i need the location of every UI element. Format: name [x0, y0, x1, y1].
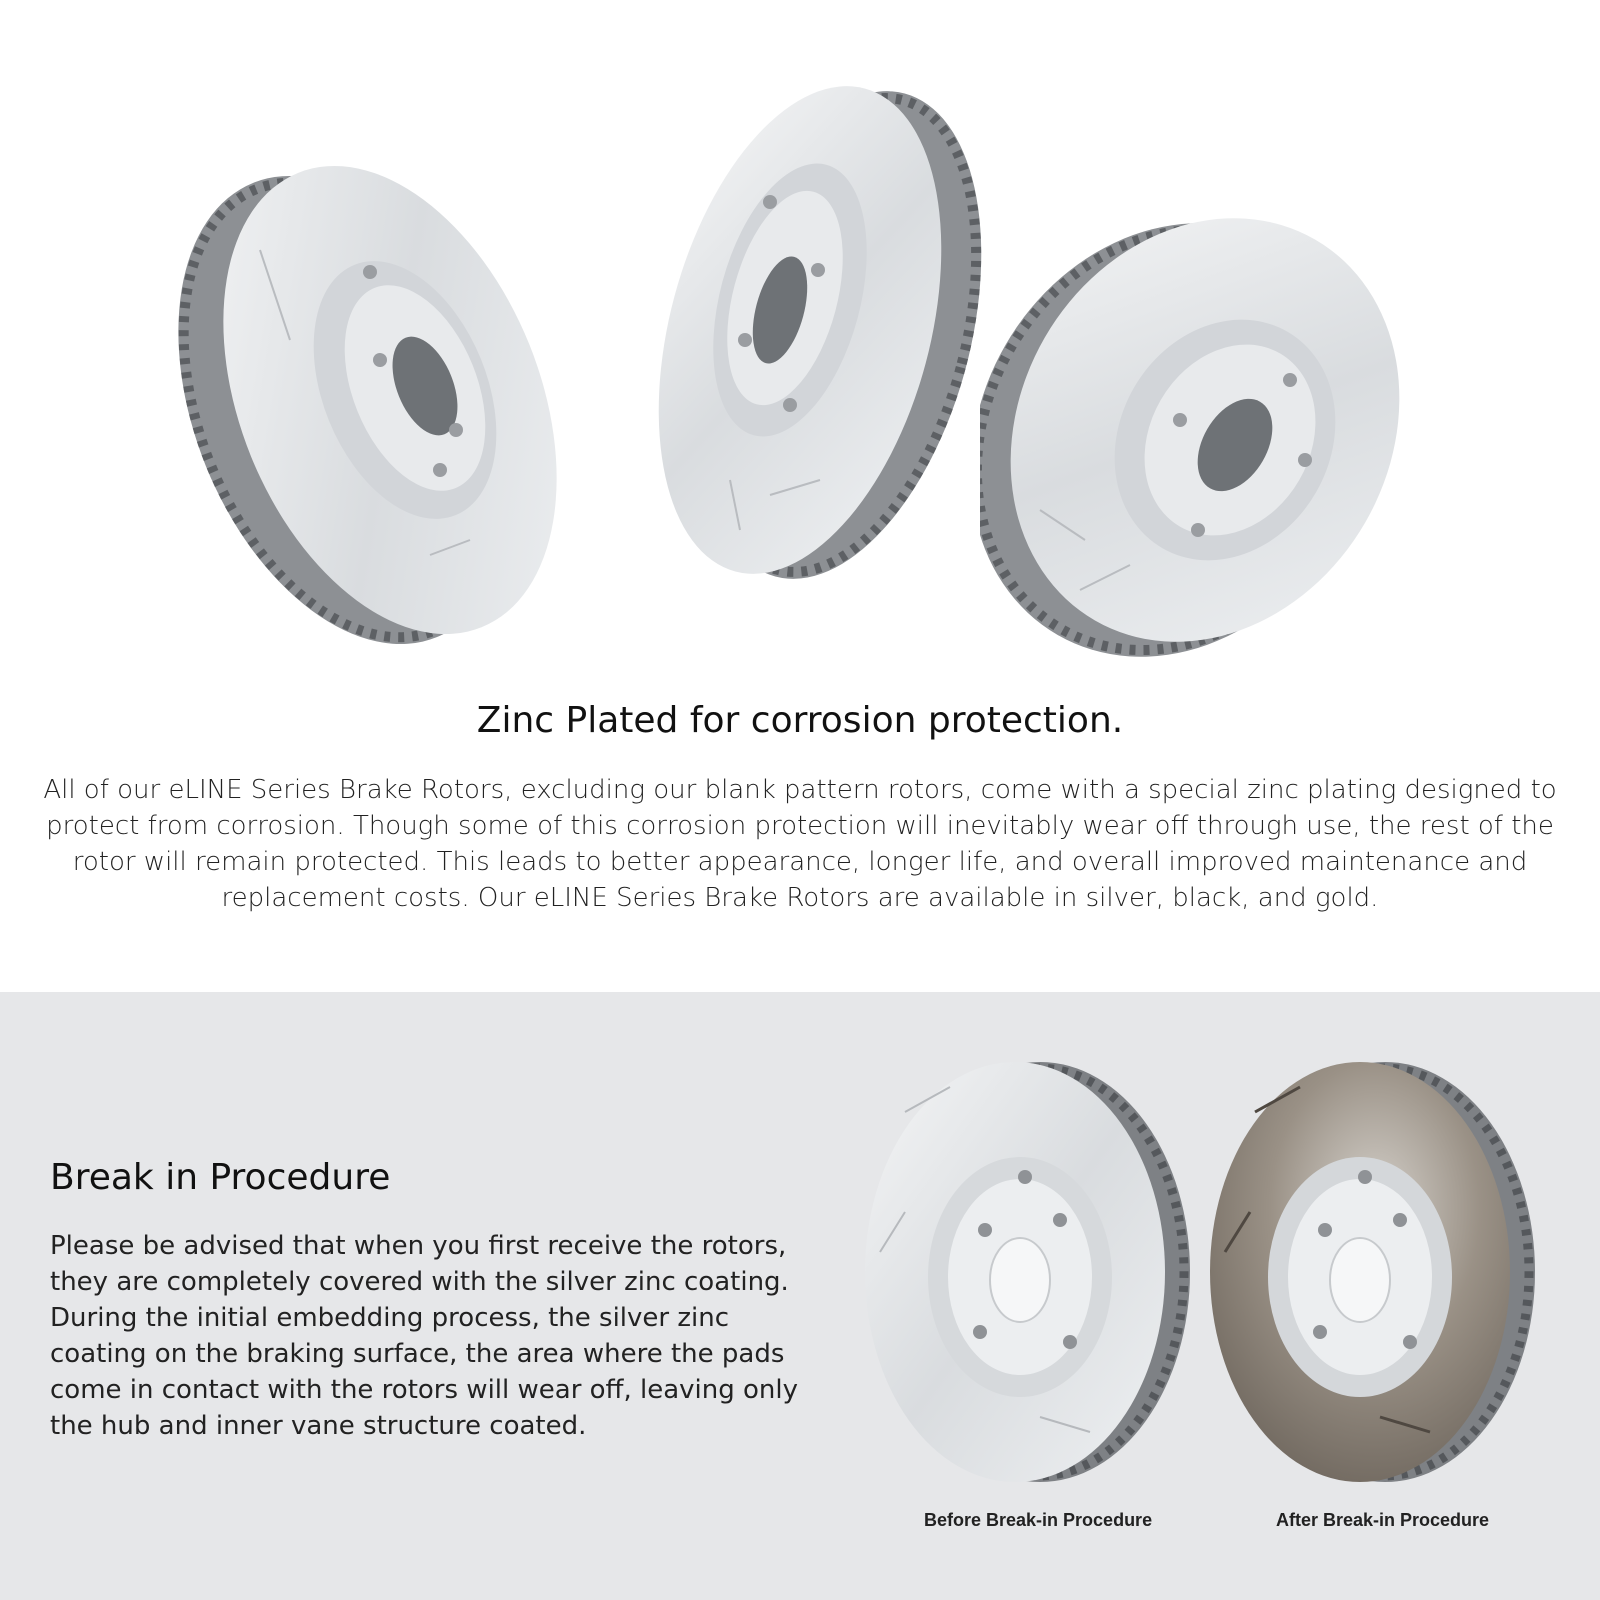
rotor-left-image: [170, 150, 570, 670]
break-in-description: Please be advised that when you first receive the rotors, they are completely covered with the silver zinc coating. During the initial embedding process, the silver zinc coating on the braking surface, the area where the pads come in contact with the rotors will wear off, leaving only the hub and inner vane structure coated.: [50, 1231, 799, 1441]
break-in-title: Break in Procedure: [50, 1157, 391, 1198]
rotor-right-image: [980, 190, 1420, 670]
zinc-title: Zinc Plated for corrosion protection.: [476, 700, 1124, 741]
rotor-before-image: [860, 1052, 1200, 1492]
zinc-description: All of our eLINE Series Brake Rotors, excluding our blank pattern rotors, come with a special zinc plating designed to protect from corrosion. Though some of this corrosion protection will inevitably wear off through use, the rest of the rotor will remain protected. This leads to better appearance, longer life, and overall improved maintenance and replacement costs. Our eLINE Series Brake Rotors are available in silver, black, and gold.: [43, 775, 1557, 913]
before-caption: Before Break-in Procedure: [924, 1510, 1153, 1530]
break-in-section: [0, 992, 1600, 1600]
rotor-after-image: [1210, 1052, 1550, 1492]
rotor-center-image: [640, 70, 1000, 610]
after-caption: After Break-in Procedure: [1276, 1510, 1490, 1530]
